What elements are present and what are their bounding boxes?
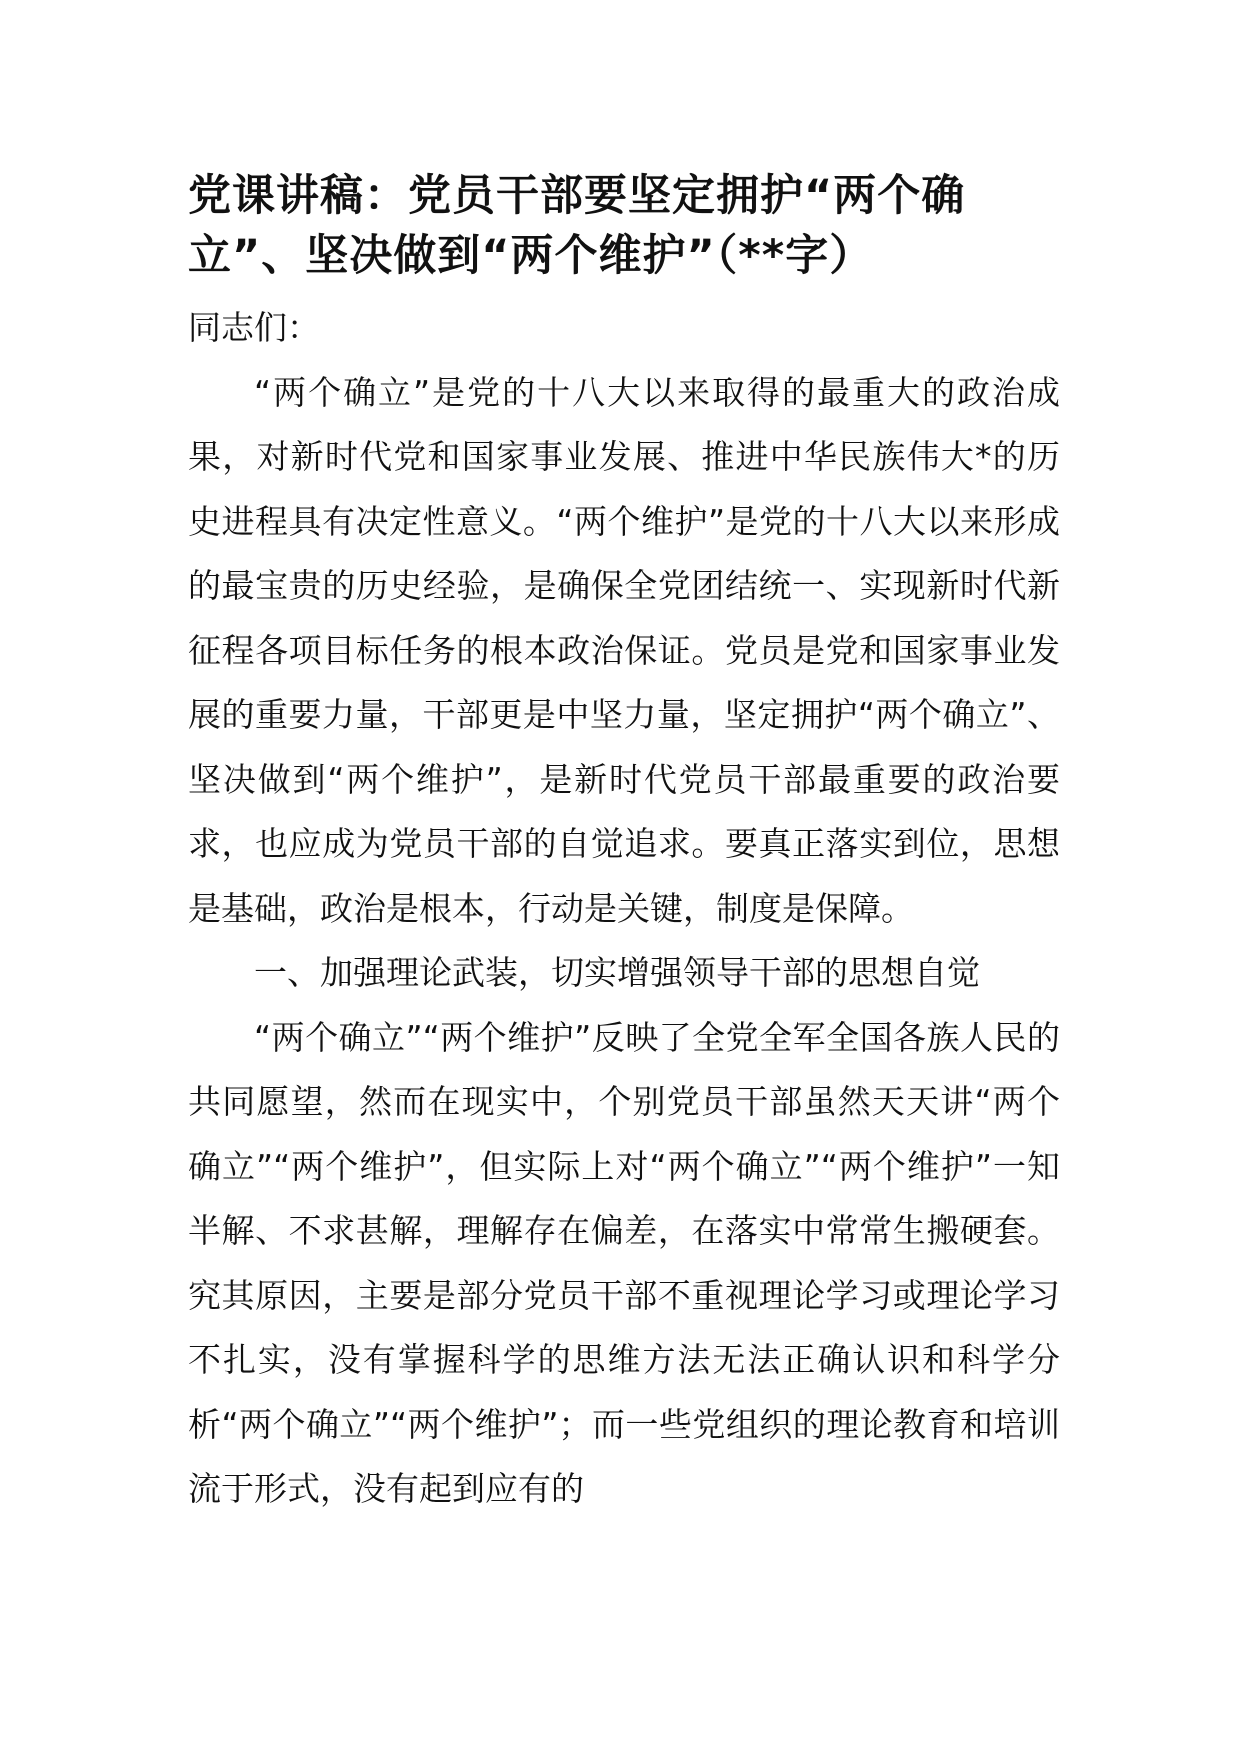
- salutation: 同志们：: [188, 308, 320, 347]
- paragraph-section-1: “两个确立”“两个维护”反映了全党全军全国各族人民的共同愿望，然而在现实中，个别党员干部虽然天天讲“两个确立”“两个维护”，但实际上对“两个确立”“两个维护”一知半解、不求甚解，理解存在偏差，在落实中常常生搬硬套。究其原因，主要是部分党员干部不重视理论学习或理论学习不扎实，没有掌握科学的思维方法无法正确认识和科学分析“两个确立”“两个维护”；而一些党组织的理论教育和培训流于形式，没有起到应有的: [188, 1017, 1060, 1508]
- document-title: 党课讲稿：党员干部要坚定拥护“两个确立”、坚决做到“两个维护”（**字）: [188, 171, 966, 281]
- paragraph-intro: “两个确立”是党的十八大以来取得的最重大的政治成果，对新时代党和国家事业发展、推进中华民族伟大*的历史进程具有决定性意义。“两个维护”是党的十八大以来形成的最宝贵的历史经验，是确保全党团结统一、实现新时代新征程各项目标任务的根本政治保证。党员是党和国家事业发展的重要力量，干部更是中坚力量，坚定拥护“两个确立”、坚决做到“两个维护”，是新时代党员干部最重要的政治要求，也应成为党员干部的自觉追求。要真正落实到位，思想是基础，政治是根本，行动是关键，制度是保障。: [188, 372, 1060, 928]
- section-heading-1: 一、加强理论武装，切实增强领导干部的思想自觉: [254, 953, 980, 992]
- document-body: [188, 296, 1060, 1522]
